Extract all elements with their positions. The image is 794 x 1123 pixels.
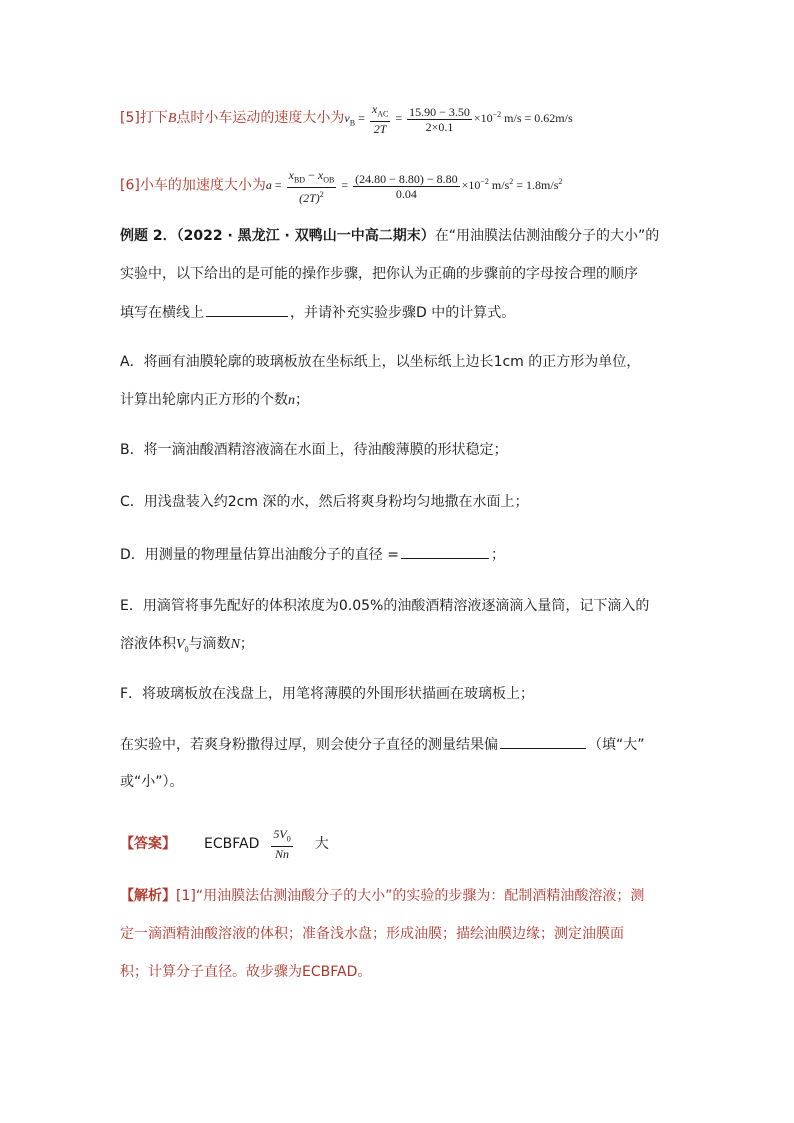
answer-order: ECBFAD xyxy=(204,836,260,852)
example-line-3: 填写在横线上 ，并请补充实验步骤D 中的计算式。 xyxy=(120,302,680,323)
question-line-2: 或“小”）。 xyxy=(120,774,184,790)
analysis-line-3: 积；计算分子直径。故步骤为ECBFAD。 xyxy=(120,964,372,980)
item-label: [6] xyxy=(120,177,140,194)
analysis-line-1: 【解析】[1]“用油膜法估测油酸分子的大小”的实验的步骤为：配制酒精油酸溶液；测 xyxy=(120,888,645,904)
answer-label: 【答案】 xyxy=(120,836,176,852)
acceleration-formula: a = $\frac{x_{BD} - x_{OB}}{(2T)^2}$ = $\frac{(24.80 - 8.80) - 8.80}{0.04}$ $\times 10^{-2}$ $m/s^2 = 1.8m/s^2$ xyxy=(265,168,563,206)
step-a-line-2: 计算出轮廓内正方形的个数n； xyxy=(120,392,309,408)
example-title-line: 例题 2．（2022 · 黑龙江 · 双鸭山一中高二期末）在“用油膜法估测油酸分子的大小”的 xyxy=(120,228,660,244)
analysis-label: 【解析】 xyxy=(120,888,176,904)
answer-blank-result[interactable] xyxy=(500,734,586,749)
step-c: C．用浅盘装入约2cm 深的水，然后将爽身粉均匀地撒在水面上； xyxy=(120,494,529,510)
analysis-line-2: 定一滴酒精油酸溶液的体积；准备浅水盘；形成油膜；描绘油膜边缘；测定油膜面 xyxy=(120,926,624,942)
question-line-1: 在实验中，若爽身粉撒得过厚，则会使分子直径的测量结果偏 （填“大” xyxy=(120,734,680,755)
item-label: [5] xyxy=(120,109,140,126)
answer-diameter-formula: $\frac{5V_0}{Nn}$ xyxy=(273,826,291,862)
velocity-formula: $v_B$ = $\frac{x_{AC}}{2T}$ = $\frac{15.90 - 3.50}{2\times 0.1}$ $\times 10^{-2}$ m/s = 0.62m/s xyxy=(344,102,573,137)
solution-item-6: [6]小车的加速度大小为a = $\frac{x_{BD} - x_{OB}}{(2T)^2}$ = $\frac{(24.80 - 8.80) - 8.80}{0.04}$ $\times 10^{-2}$ $m/s^2 = 1.8m/s^2$ xyxy=(120,168,563,206)
fraction-values: $\frac{15.90 - 3.50}{2\times 0.1}$ xyxy=(409,104,470,134)
answer-result: 大 xyxy=(314,836,329,852)
fraction-xac-2t: $\frac{x_{AC}}{2T}$ xyxy=(371,102,389,137)
step-f: F．将玻璃板放在浅盘上，用笔将薄膜的外围形状描画在玻璃板上； xyxy=(120,686,535,702)
answer-blank-order[interactable] xyxy=(206,302,288,317)
answer-blank-formula[interactable] xyxy=(401,544,489,559)
answer-line xyxy=(120,828,680,860)
fraction-xbd-xob: $\frac{x_{BD} - x_{OB}}{(2T)^2}$ xyxy=(288,168,335,206)
step-e-line-2: 溶液体积$V_0$与滴数N； xyxy=(120,636,254,654)
step-a-line-1: A．将画有油膜轮廓的玻璃板放在坐标纸上，以坐标纸上边长1cm 的正方形为单位， xyxy=(120,354,641,370)
step-d: D．用测量的物理量估算出油酸分子的直径 = ； xyxy=(120,544,680,565)
fraction-values: $\frac{(24.80 - 8.80) - 8.80}{0.04}$ xyxy=(355,172,458,202)
example-line-2: 实验中，以下给出的是可能的操作步骤，把你认为正确的步骤前的字母按合理的顺序 xyxy=(120,266,638,282)
example-title: 例题 2．（2022 · 黑龙江 · 双鸭山一中高二期末） xyxy=(120,228,435,244)
step-b: B．将一滴油酸酒精溶液滴在水面上，待油酸薄膜的形状稳定； xyxy=(120,442,508,458)
solution-item-5: [5]打下B点时小车运动的速度大小为$v_B$ = $\frac{x_{AC}}{2T}$ = $\frac{15.90 - 3.50}{2\times 0.1}$ $\times 10^{-2}$ m/s = 0.62m/s xyxy=(120,102,573,137)
step-e-line-1: E．用滴管将事先配好的体积浓度为0.05%的油酸酒精溶液逐滴滴入量筒，记下滴入的 xyxy=(120,598,650,614)
